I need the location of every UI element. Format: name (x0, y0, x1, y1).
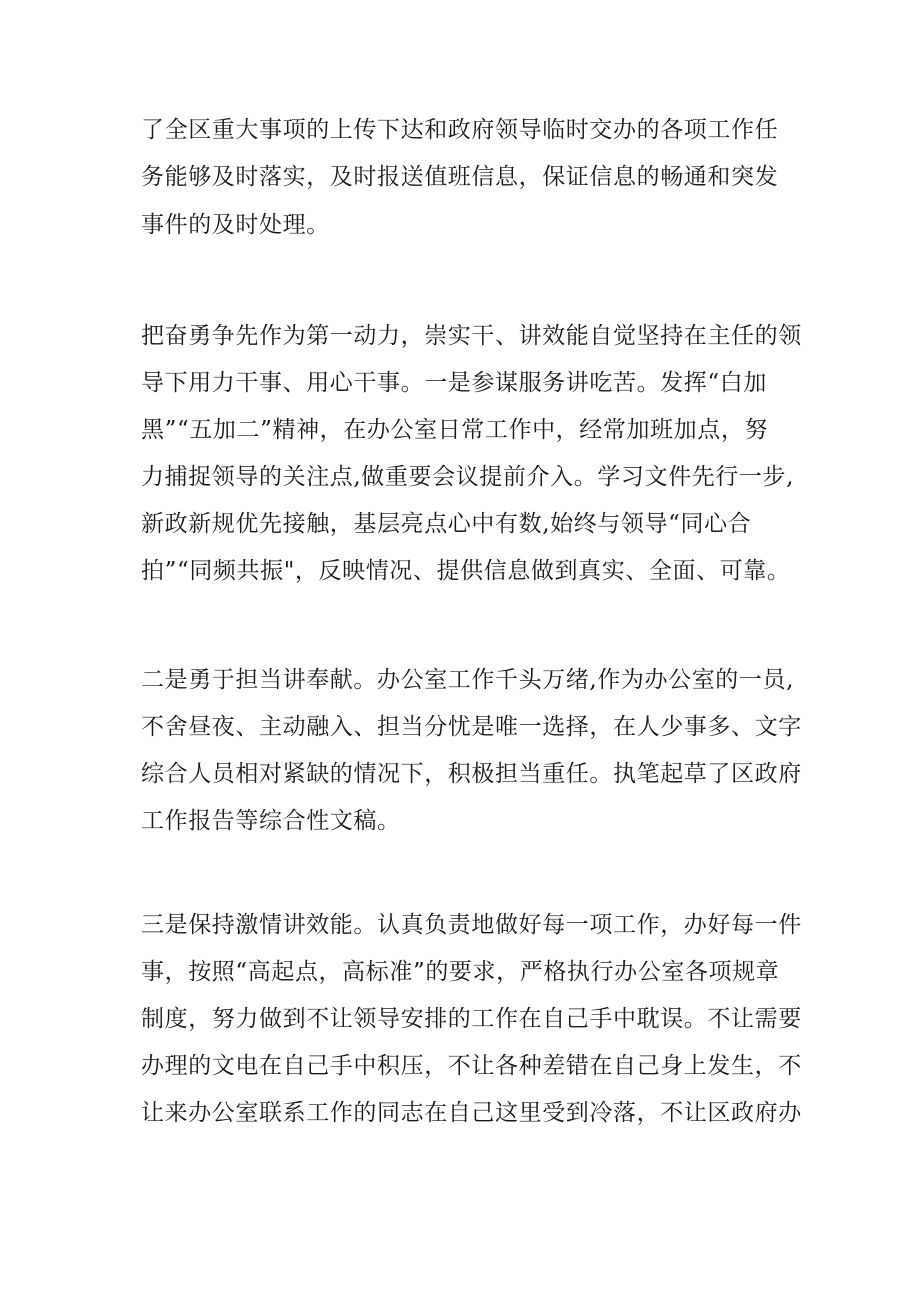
text-line: 三是保持激情讲效能。认真负责地做好每一项工作，办好每一件 (141, 912, 802, 938)
text-line: 办理的文电在自己手中积压，不让各种差错在自己身上发生，不 (141, 1053, 802, 1079)
text-line: 工作报告等综合性文稿。 (141, 808, 401, 834)
text-line: 务能够及时落实，及时报送值班信息，保证信息的畅通和突发 (141, 164, 779, 190)
text-line: 把奋勇争先作为第一动力，崇实干、讲效能自觉坚持在主任的领 (141, 323, 802, 349)
text-line: 新政新规优先接触，基层亮点心中有数,始终与领导“同心合 (141, 511, 752, 537)
text-line: 不舍昼夜、主动融入、担当分忧是唯一选择，在人少事多、文字 (141, 714, 802, 740)
text-line: 事，按照“高起点，高标准”的要求，严格执行办公室各项规章 (141, 959, 780, 985)
text-line: 综合人员相对紧缺的情况下，积极担当重任。执笔起草了区政府 (141, 761, 802, 787)
text-line: 拍”“同频共振"，反映情况、提供信息做到真实、全面、可靠。 (141, 558, 791, 584)
text-line: 了全区重大事项的上传下达和政府领导临时交办的各项工作任 (141, 117, 779, 143)
text-line: 事件的及时处理。 (141, 212, 330, 238)
text-line: 黑”“五加二”精神，在办公室日常工作中，经常加班加点，努 (141, 417, 769, 443)
text-line: 导下用力干事、用心干事。一是参谋服务讲吃苦。发挥“白加 (141, 370, 767, 396)
text-line: 力捕捉领导的关注点,做重要会议提前介入。学习文件先行一步, (141, 464, 795, 490)
text-line: 让来办公室联系工作的同志在自己这里受到冷落，不让区政府办 (141, 1100, 802, 1126)
text-line: 制度，努力做到不让领导安排的工作在自己手中耽误。不让需要 (141, 1006, 802, 1032)
text-line: 二是勇于担当讲奉献。办公室工作千头万绪,作为办公室的一员, (141, 667, 795, 693)
